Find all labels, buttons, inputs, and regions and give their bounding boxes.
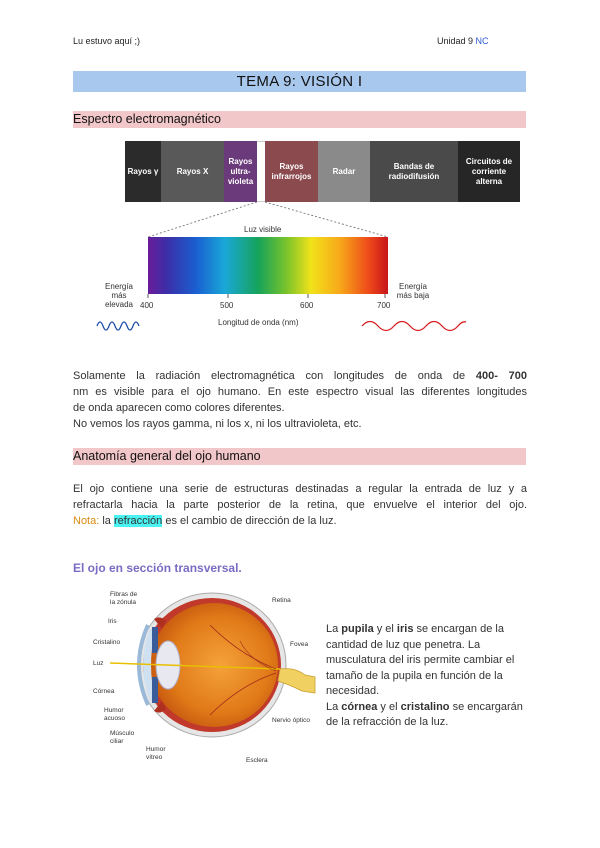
visible-spectrum-gradient [148,237,388,294]
tick-400: 400 [140,301,154,310]
eye-description: La pupila y el iris se encargan de la cantidad de luz que penetra. La musculatura del iris permite cambiar el tamaño de la pupila en función de la necesidad. La córnea y el cristalino se encargarán de la refracción de la luz. [326,623,523,728]
label-iris: Iris [108,618,117,625]
band-radar: Radar [318,141,370,202]
axis-label: Longitud de onda (nm) [218,318,299,327]
eye-section-heading: El ojo en sección transversal. [73,561,242,575]
section-heading-spectrum: Espectro electromagnético [73,111,526,128]
label-retina: Retina [272,597,291,604]
tick-600: 600 [300,301,314,310]
page-title: TEMA 9: VISIÓN I [73,71,526,92]
visible-light-label: Luz visible [244,225,282,234]
label-humor-vitreo: Humor vítreo [146,746,166,761]
band-infrared: Rayos infrarrojos [265,141,318,202]
band-uv: Rayos ultra-violeta [224,141,257,202]
label-nervio: Nervio óptico [272,717,310,724]
tick-700: 700 [377,301,391,310]
unit-initials: NC [475,36,489,46]
label-esclera: Esclera [246,757,268,764]
unit-label: Unidad 9 [437,36,474,46]
label-cristalino: Cristalino [93,639,121,646]
label-fibras: Fibras de la zónula [110,591,138,606]
band-gamma: Rayos γ [125,141,161,202]
header-left: Lu estuvo aquí ;) [73,36,141,46]
label-musculo: Músculo ciliar [110,730,135,745]
tick-500: 500 [220,301,234,310]
label-cornea: Córnea [93,688,115,695]
band-radio: Bandas de radiodifusión [370,141,458,202]
high-energy-wave [97,322,139,330]
anatomy-paragraph: El ojo contiene una serie de estructuras destinadas a regular la entrada de luz y a refractarla hacia la parte posterior de la retina, que envuelve el interior del ojo. Nota: la refracción es el cambio de dirección de la luz. [73,483,527,527]
refraccion-highlight: refracción [113,515,163,527]
label-fovea: Fovea [290,641,309,648]
label-humor-acuoso: Humor acuoso [104,707,125,722]
nota-label: Nota: [73,515,100,527]
band-xray: Rayos X [161,141,224,202]
energy-high-label: Energía más elevada [104,282,134,309]
label-luz: Luz [93,660,104,667]
spectrum-paragraph: Solamente la radiación electromagnética con longitudes de onda de 400- 700 nm es visible para el ojo humano. En este espectro visual las diferentes longitudes de onda aparecen como colores diferentes. No vemos los rayos gamma, ni los x, ni los ultravioleta, etc. [73,370,527,430]
low-energy-wave [362,322,466,331]
energy-low-label: Energía más baja [396,282,430,300]
band-ac: Circuitos de corriente alterna [458,141,520,202]
section-heading-anatomy: Anatomía general del ojo humano [73,448,526,465]
